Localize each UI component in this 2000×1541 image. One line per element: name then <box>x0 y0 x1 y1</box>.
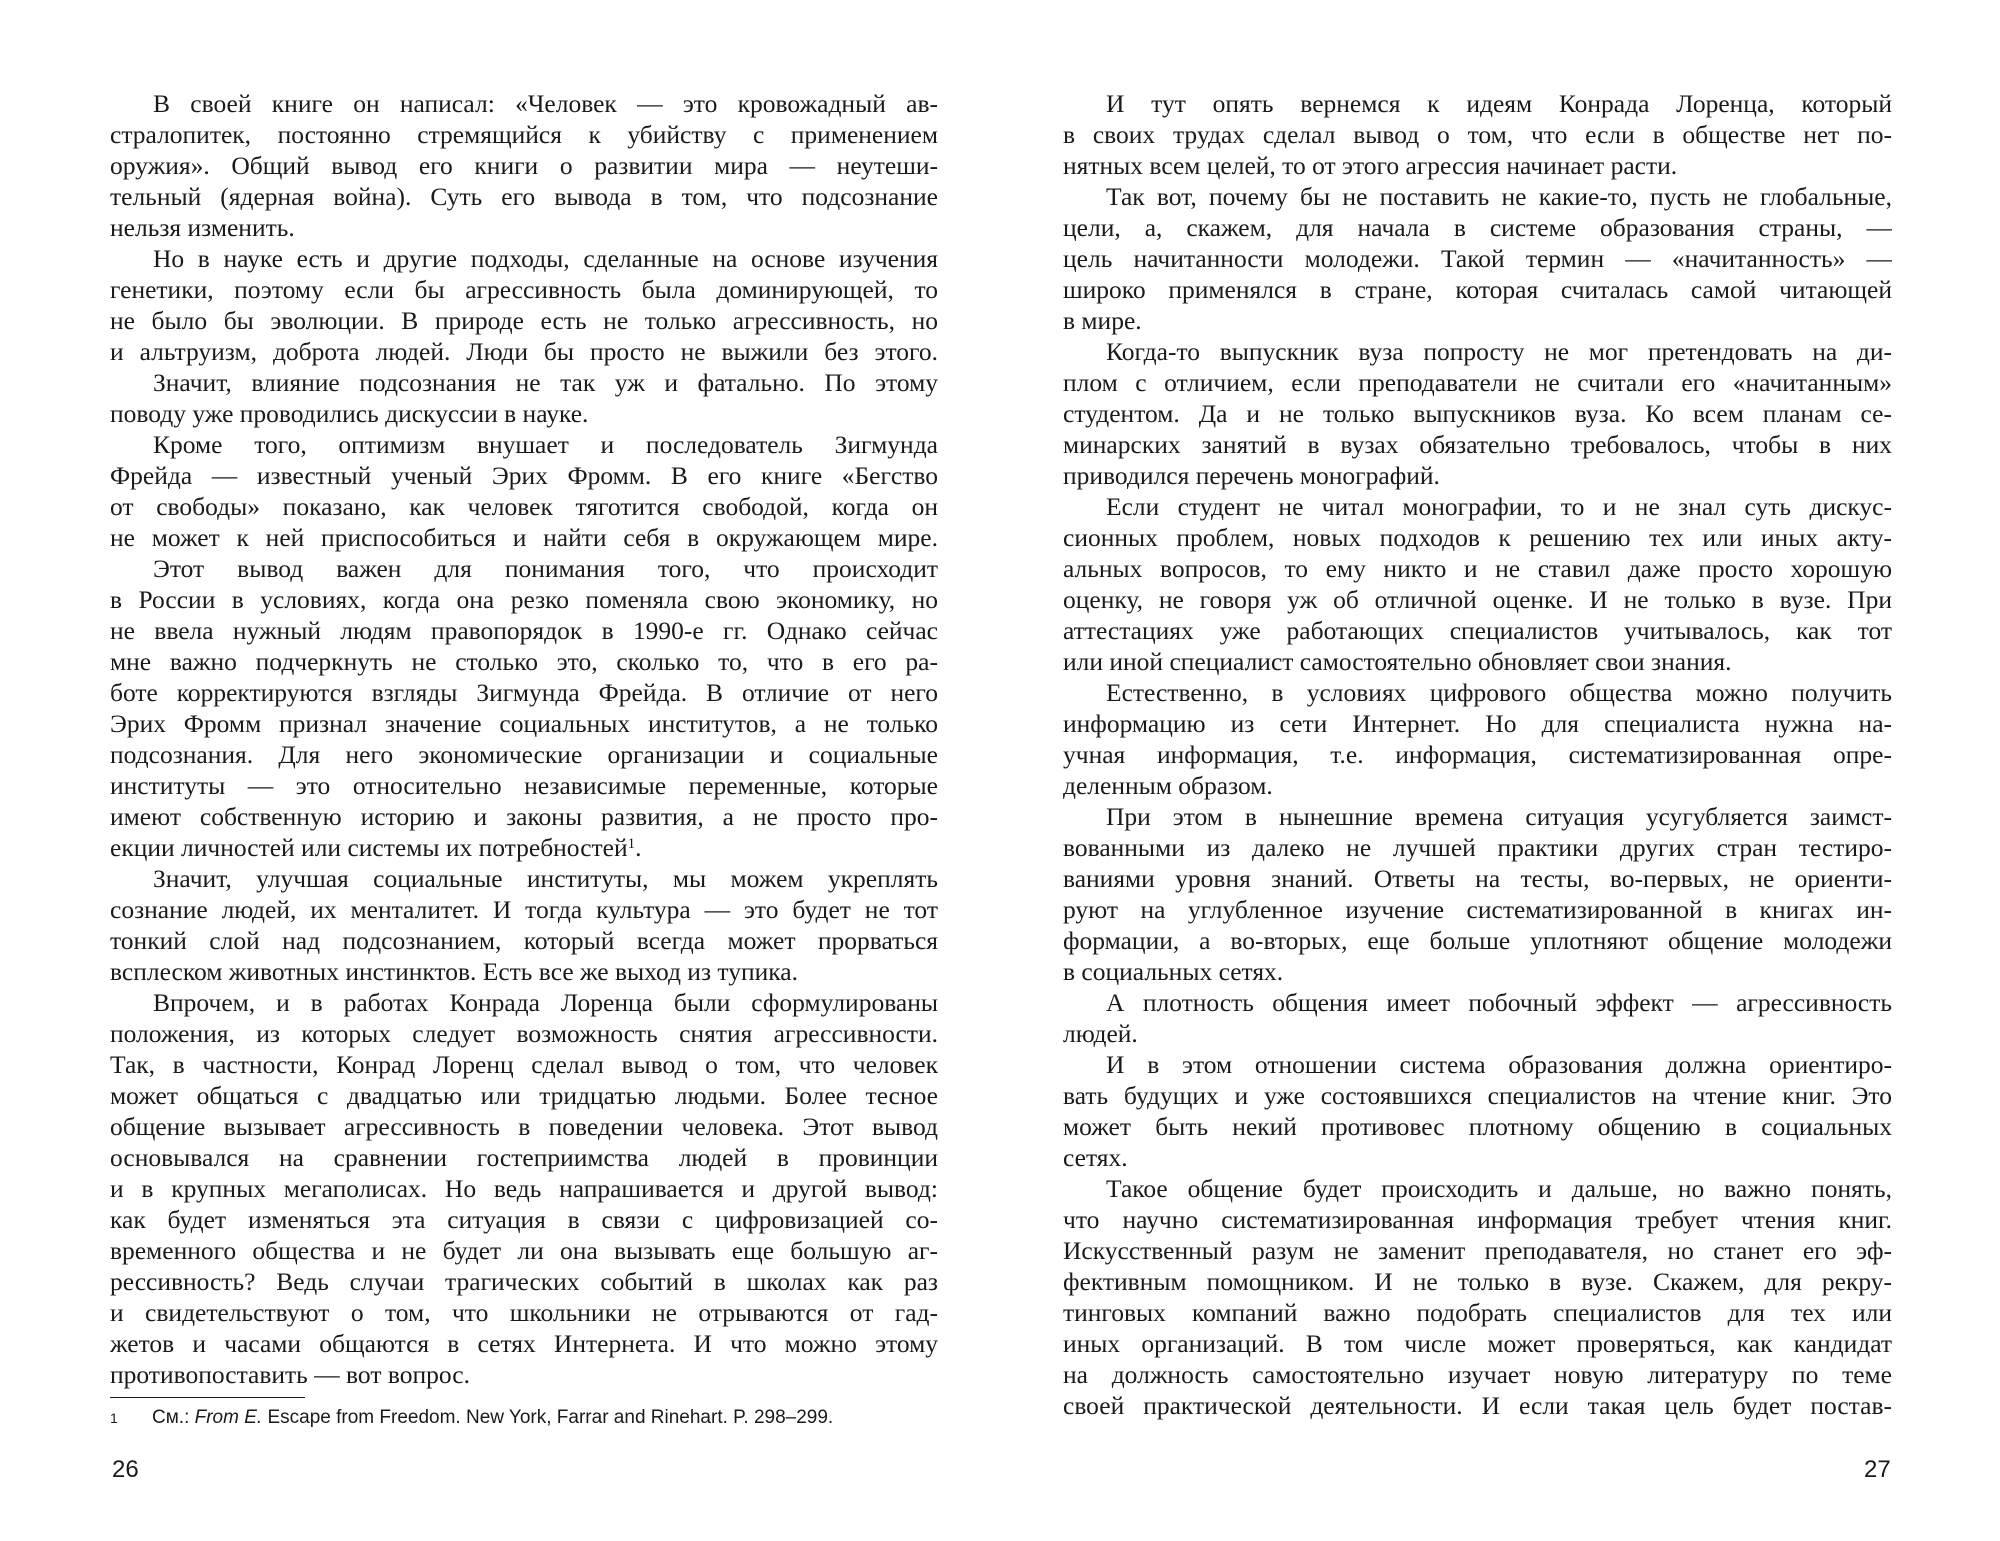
text-line <box>1063 1018 1892 1049</box>
text-line-content: широко применялся в стране, которая считалась самой читающей <box>1063 275 1892 304</box>
text-line-content: на должность самостоятельно изучает новую литературу по теме <box>1063 1360 1892 1389</box>
text-line <box>110 801 938 832</box>
text-line-content: имеют собственную историю и законы развития, а не просто про- <box>110 802 938 831</box>
text-line <box>1063 305 1892 336</box>
text-line <box>110 1111 938 1142</box>
text-line-content: Если студент не читал монографии, то и не знал суть дискус- <box>1106 492 1892 521</box>
text-line <box>110 367 938 398</box>
footnote-rule <box>110 1397 305 1398</box>
text-line <box>110 677 938 708</box>
text-line-content: фективным помощником. И не только в вузе. Скажем, для рекру- <box>1063 1267 1892 1296</box>
text-line-content: информацию из сети Интернет. Но для специалиста нужна на- <box>1063 709 1892 738</box>
text-line <box>110 460 938 491</box>
text-line <box>110 646 938 677</box>
text-line-content: деленным образом. <box>1063 771 1273 800</box>
footnote-text: Escape from Freedom. New York, Farrar and Rinehart. P. 298–299. <box>262 1407 834 1428</box>
text-line <box>1063 584 1892 615</box>
text-line-content: Значит, улучшая социальные институты, мы можем укреплять <box>153 864 938 893</box>
text-line-content: временного общества и не будет ли она вызывать еще большую аг- <box>110 1236 938 1265</box>
text-line-content: может общаться с двадцатью или тридцатью людьми. Более тесное <box>110 1081 938 1110</box>
text-line <box>1063 1080 1892 1111</box>
text-line-content: Так, в частности, Конрад Лоренц сделал вывод о том, что человек <box>110 1050 938 1079</box>
text-line <box>110 181 938 212</box>
text-line <box>1063 677 1892 708</box>
text-line <box>110 398 938 429</box>
text-line-content: сетях. <box>1063 1143 1128 1172</box>
text-line-content: подсознания. Для него экономические организации и социальные <box>110 740 938 769</box>
footnote-mark: 1 <box>110 1410 118 1426</box>
text-line <box>110 956 938 987</box>
text-line-content: А плотность общения имеет побочный эффект — агрессивность <box>1106 988 1892 1017</box>
text-line <box>110 150 938 181</box>
text-line <box>1063 1111 1892 1142</box>
text-line <box>1063 894 1892 925</box>
text-line-content: основывался на сравнении гостеприимства людей в провинции <box>110 1143 938 1172</box>
text-line-content: тинговых компаний важно подобрать специалистов для тех или <box>1063 1298 1892 1327</box>
text-line <box>110 429 938 460</box>
right-page <box>1063 88 1892 1421</box>
text-line-content: людей. <box>1063 1019 1138 1048</box>
text-line-content: оценку, не говоря уж об отличной оценке. И не только в вузе. При <box>1063 585 1892 614</box>
text-line <box>1063 181 1892 212</box>
text-line-content: что научно систематизированная информация требует чтения книг. <box>1063 1205 1892 1234</box>
text-line-content: ваниями уровня знаний. Ответы на тесты, во-первых, не ориенти- <box>1063 864 1892 893</box>
text-line <box>110 739 938 770</box>
text-line <box>110 894 938 925</box>
text-line-content: мне важно подчеркнуть не столько это, сколько то, что в его ра- <box>110 647 938 676</box>
left-page-body <box>110 88 938 1390</box>
text-line <box>1063 367 1892 398</box>
text-line-content: не может к ней приспособиться и найти себя в окружающем мире. <box>110 523 938 552</box>
text-line <box>110 1266 938 1297</box>
text-line <box>110 1359 938 1390</box>
text-line-content: и свидетельствуют о том, что школьники не отрываются от гад- <box>110 1298 938 1327</box>
text-line-content: Когда-то выпускник вуза попросту не мог претендовать на ди- <box>1106 337 1892 366</box>
text-line-content: и в крупных мегаполисах. Но ведь напрашивается и другой вывод: <box>110 1174 938 1203</box>
text-line <box>1063 708 1892 739</box>
text-line <box>1063 801 1892 832</box>
text-line-content: минарских занятий в вузах обязательно требовалось, чтобы в них <box>1063 430 1892 459</box>
text-line-content: Так вот, почему бы не поставить не какие-то, пусть не глобальные, <box>1106 182 1892 211</box>
text-line <box>1063 88 1892 119</box>
text-line-content: нельзя изменить. <box>110 213 295 242</box>
text-line-content: В своей книге он написал: «Человек — это кровожадный ав- <box>153 89 938 118</box>
text-line <box>1063 1204 1892 1235</box>
text-line-content: генетики, поэтому если бы агрессивность была доминирующей, то <box>110 275 938 304</box>
text-line <box>1063 987 1892 1018</box>
text-line <box>110 708 938 739</box>
text-line-content: приводился перечень монографий. <box>1063 461 1440 490</box>
text-line <box>110 1049 938 1080</box>
text-line <box>1063 770 1892 801</box>
text-line-content: и альтруизм, доброта людей. Люди бы просто не выжили без этого. <box>110 337 938 366</box>
text-line-content: боте корректируются взгляды Зигмунда Фрейда. В отличие от него <box>110 678 938 707</box>
text-line-content: Эрих Фромм признал значение социальных институтов, а не только <box>110 709 938 738</box>
text-line <box>1063 1049 1892 1080</box>
text-line <box>1063 832 1892 863</box>
text-line <box>1063 1328 1892 1359</box>
text-line <box>110 863 938 894</box>
text-line <box>1063 739 1892 770</box>
text-line-content: Впрочем, и в работах Конрада Лоренца были сформулированы <box>153 988 938 1017</box>
text-line <box>1063 119 1892 150</box>
text-line <box>1063 336 1892 367</box>
text-line <box>1063 646 1892 677</box>
text-line-content: Но в науке есть и другие подходы, сделанные на основе изучения <box>153 244 938 273</box>
text-line <box>1063 491 1892 522</box>
text-line-content: Искусственный разум не заменит преподавателя, но станет его эф- <box>1063 1236 1892 1265</box>
text-line-content: институты — это относительно независимые переменные, которые <box>110 771 938 800</box>
text-line-content: руют на углубленное изучение систематизированной в книгах ин- <box>1063 895 1892 924</box>
text-line <box>110 1173 938 1204</box>
text-line-content: Этот вывод важен для понимания того, что происходит <box>153 554 938 583</box>
text-line-content: оружия». Общий вывод его книги о развитии мира — неутеши- <box>110 151 938 180</box>
text-line-content: иных организаций. В том числе может проверяться, как кандидат <box>1063 1329 1892 1358</box>
text-line <box>110 1297 938 1328</box>
text-line <box>1063 615 1892 646</box>
text-line-content: тельный (ядерная война). Суть его вывода в том, что подсознание <box>110 182 938 211</box>
text-line-content: своей практической деятельности. И если такая цель будет постав- <box>1063 1391 1892 1420</box>
page-number-right: 27 <box>1864 1456 1891 1483</box>
text-line <box>110 1204 938 1235</box>
text-line <box>1063 1266 1892 1297</box>
text-line <box>110 522 938 553</box>
text-line-content: сионных проблем, новых подходов к решению тех или иных акту- <box>1063 523 1892 552</box>
text-line-content: рессивность? Ведь случаи трагических событий в школах как раз <box>110 1267 938 1296</box>
text-line <box>110 987 938 1018</box>
text-line-content: поводу уже проводились дискуссии в науке. <box>110 399 589 428</box>
text-line <box>1063 863 1892 894</box>
text-line-content: цели, а, скажем, для начала в системе образования страны, — <box>1063 213 1892 242</box>
text-line-content: нятных всем целей, то от этого агрессия начинает расти. <box>1063 151 1678 180</box>
right-page-body <box>1063 88 1892 1421</box>
text-line-content: общение вызывает агрессивность в поведении человека. Этот вывод <box>110 1112 938 1141</box>
text-line <box>1063 1142 1892 1173</box>
text-line <box>1063 1235 1892 1266</box>
text-line-content: не ввела нужный людям правопорядок в 1990-е гг. Однако сейчас <box>110 616 938 645</box>
text-line <box>1063 956 1892 987</box>
text-line-content: в России в условиях, когда она резко поменяла свою экономику, но <box>110 585 938 614</box>
text-line <box>1063 925 1892 956</box>
text-line-content: всплеском животных инстинктов. Есть все же выход из тупика. <box>110 957 798 986</box>
text-line-content: формации, а во-вторых, еще больше уплотняют общение молодежи <box>1063 926 1892 955</box>
text-line <box>110 491 938 522</box>
text-line-tail: . <box>635 833 642 862</box>
text-line <box>110 1328 938 1359</box>
text-line <box>110 1235 938 1266</box>
text-line-content: противопоставить — вот вопрос. <box>110 1360 470 1389</box>
text-line-content: положения, из которых следует возможность снятия агрессивности. <box>110 1019 938 1048</box>
text-line-content: в мире. <box>1063 306 1142 335</box>
text-line <box>110 770 938 801</box>
text-line <box>1063 1297 1892 1328</box>
text-line-content: сознание людей, их менталитет. И тогда культура — это будет не тот <box>110 895 938 924</box>
text-line <box>110 336 938 367</box>
text-line-content: Кроме того, оптимизм внушает и последователь Зигмунда <box>153 430 938 459</box>
text-line-content: стралопитек, постоянно стремящийся к убийству с применением <box>110 120 938 149</box>
text-line <box>110 1142 938 1173</box>
text-line-content: альных вопросов, то ему никто и не ставил даже просто хорошую <box>1063 554 1892 583</box>
text-line <box>110 553 938 584</box>
text-line-content: Значит, влияние подсознания не так уж и фатально. По этому <box>153 368 938 397</box>
text-line <box>110 243 938 274</box>
text-line-content: При этом в нынешние времена ситуация усугубляется заимст- <box>1106 802 1892 831</box>
text-line-content: вованными из далеко не лучшей практики других стран тестиро- <box>1063 833 1892 862</box>
footnote <box>110 1406 938 1430</box>
page-number-left: 26 <box>112 1456 139 1483</box>
text-line <box>110 274 938 305</box>
text-line-content: может быть некий противовес плотному общению в социальных <box>1063 1112 1892 1141</box>
text-line-content: тонкий слой над подсознанием, который всегда может прорваться <box>110 926 938 955</box>
text-line <box>110 1080 938 1111</box>
text-line <box>110 119 938 150</box>
text-line <box>110 584 938 615</box>
footnote-prefix: См.: <box>152 1407 195 1428</box>
text-line-content: или иной специалист самостоятельно обновляет свои знания. <box>1063 647 1732 676</box>
text-line-content: Такое общение будет происходить и дальше, но важно понять, <box>1106 1174 1892 1203</box>
text-line-content: вать будущих и уже состоявшихся специалистов на чтение книг. Это <box>1063 1081 1892 1110</box>
text-line <box>110 305 938 336</box>
text-line <box>110 615 938 646</box>
text-line-content: екции личностей или системы их потребностей <box>110 833 628 862</box>
text-line <box>110 925 938 956</box>
text-line-content: аттестациях уже работающих специалистов учитывалось, как тот <box>1063 616 1892 645</box>
text-line-content: И тут опять вернемся к идеям Конрада Лоренца, который <box>1106 89 1892 118</box>
text-line-content: плом с отличием, если преподаватели не считали его «начитанным» <box>1063 368 1892 397</box>
text-line-content: Естественно, в условиях цифрового общества можно получить <box>1106 678 1892 707</box>
text-line <box>1063 522 1892 553</box>
text-line <box>110 832 938 863</box>
text-line <box>110 1018 938 1049</box>
text-line <box>1063 1390 1892 1421</box>
left-page <box>110 88 938 1430</box>
text-line <box>1063 429 1892 460</box>
text-line-content: жетов и часами общаются в сетях Интернета. И что можно этому <box>110 1329 938 1358</box>
text-line <box>1063 150 1892 181</box>
text-line-content: И в этом отношении система образования должна ориентиро- <box>1106 1050 1892 1079</box>
text-line-content: студентом. Да и не только выпускников вуза. Ко всем планам се- <box>1063 399 1892 428</box>
text-line <box>110 88 938 119</box>
text-line-content: цель начитанности молодежи. Такой термин — «начитанность» — <box>1063 244 1892 273</box>
text-line <box>1063 398 1892 429</box>
text-line <box>1063 274 1892 305</box>
text-line-content: Фрейда — известный ученый Эрих Фромм. В его книге «Бегство <box>110 461 938 490</box>
text-line <box>1063 1173 1892 1204</box>
text-line-content: не было бы эволюции. В природе есть не только агрессивность, но <box>110 306 938 335</box>
text-line-content: как будет изменяться эта ситуация в связи с цифровизацией со- <box>110 1205 938 1234</box>
text-line-content: учная информация, т.е. информация, систематизированная опре- <box>1063 740 1892 769</box>
text-line <box>1063 243 1892 274</box>
text-line <box>1063 553 1892 584</box>
text-line <box>1063 212 1892 243</box>
text-line <box>110 212 938 243</box>
text-line-content: в своих трудах сделал вывод о том, что если в обществе нет по- <box>1063 120 1892 149</box>
footnote-reference: 1 <box>627 836 636 852</box>
text-line <box>1063 460 1892 491</box>
text-line <box>1063 1359 1892 1390</box>
text-line-content: в социальных сетях. <box>1063 957 1284 986</box>
footnote-author: From E. <box>194 1407 263 1428</box>
text-line-content: от свободы» показано, как человек тяготится свободой, когда он <box>110 492 938 521</box>
